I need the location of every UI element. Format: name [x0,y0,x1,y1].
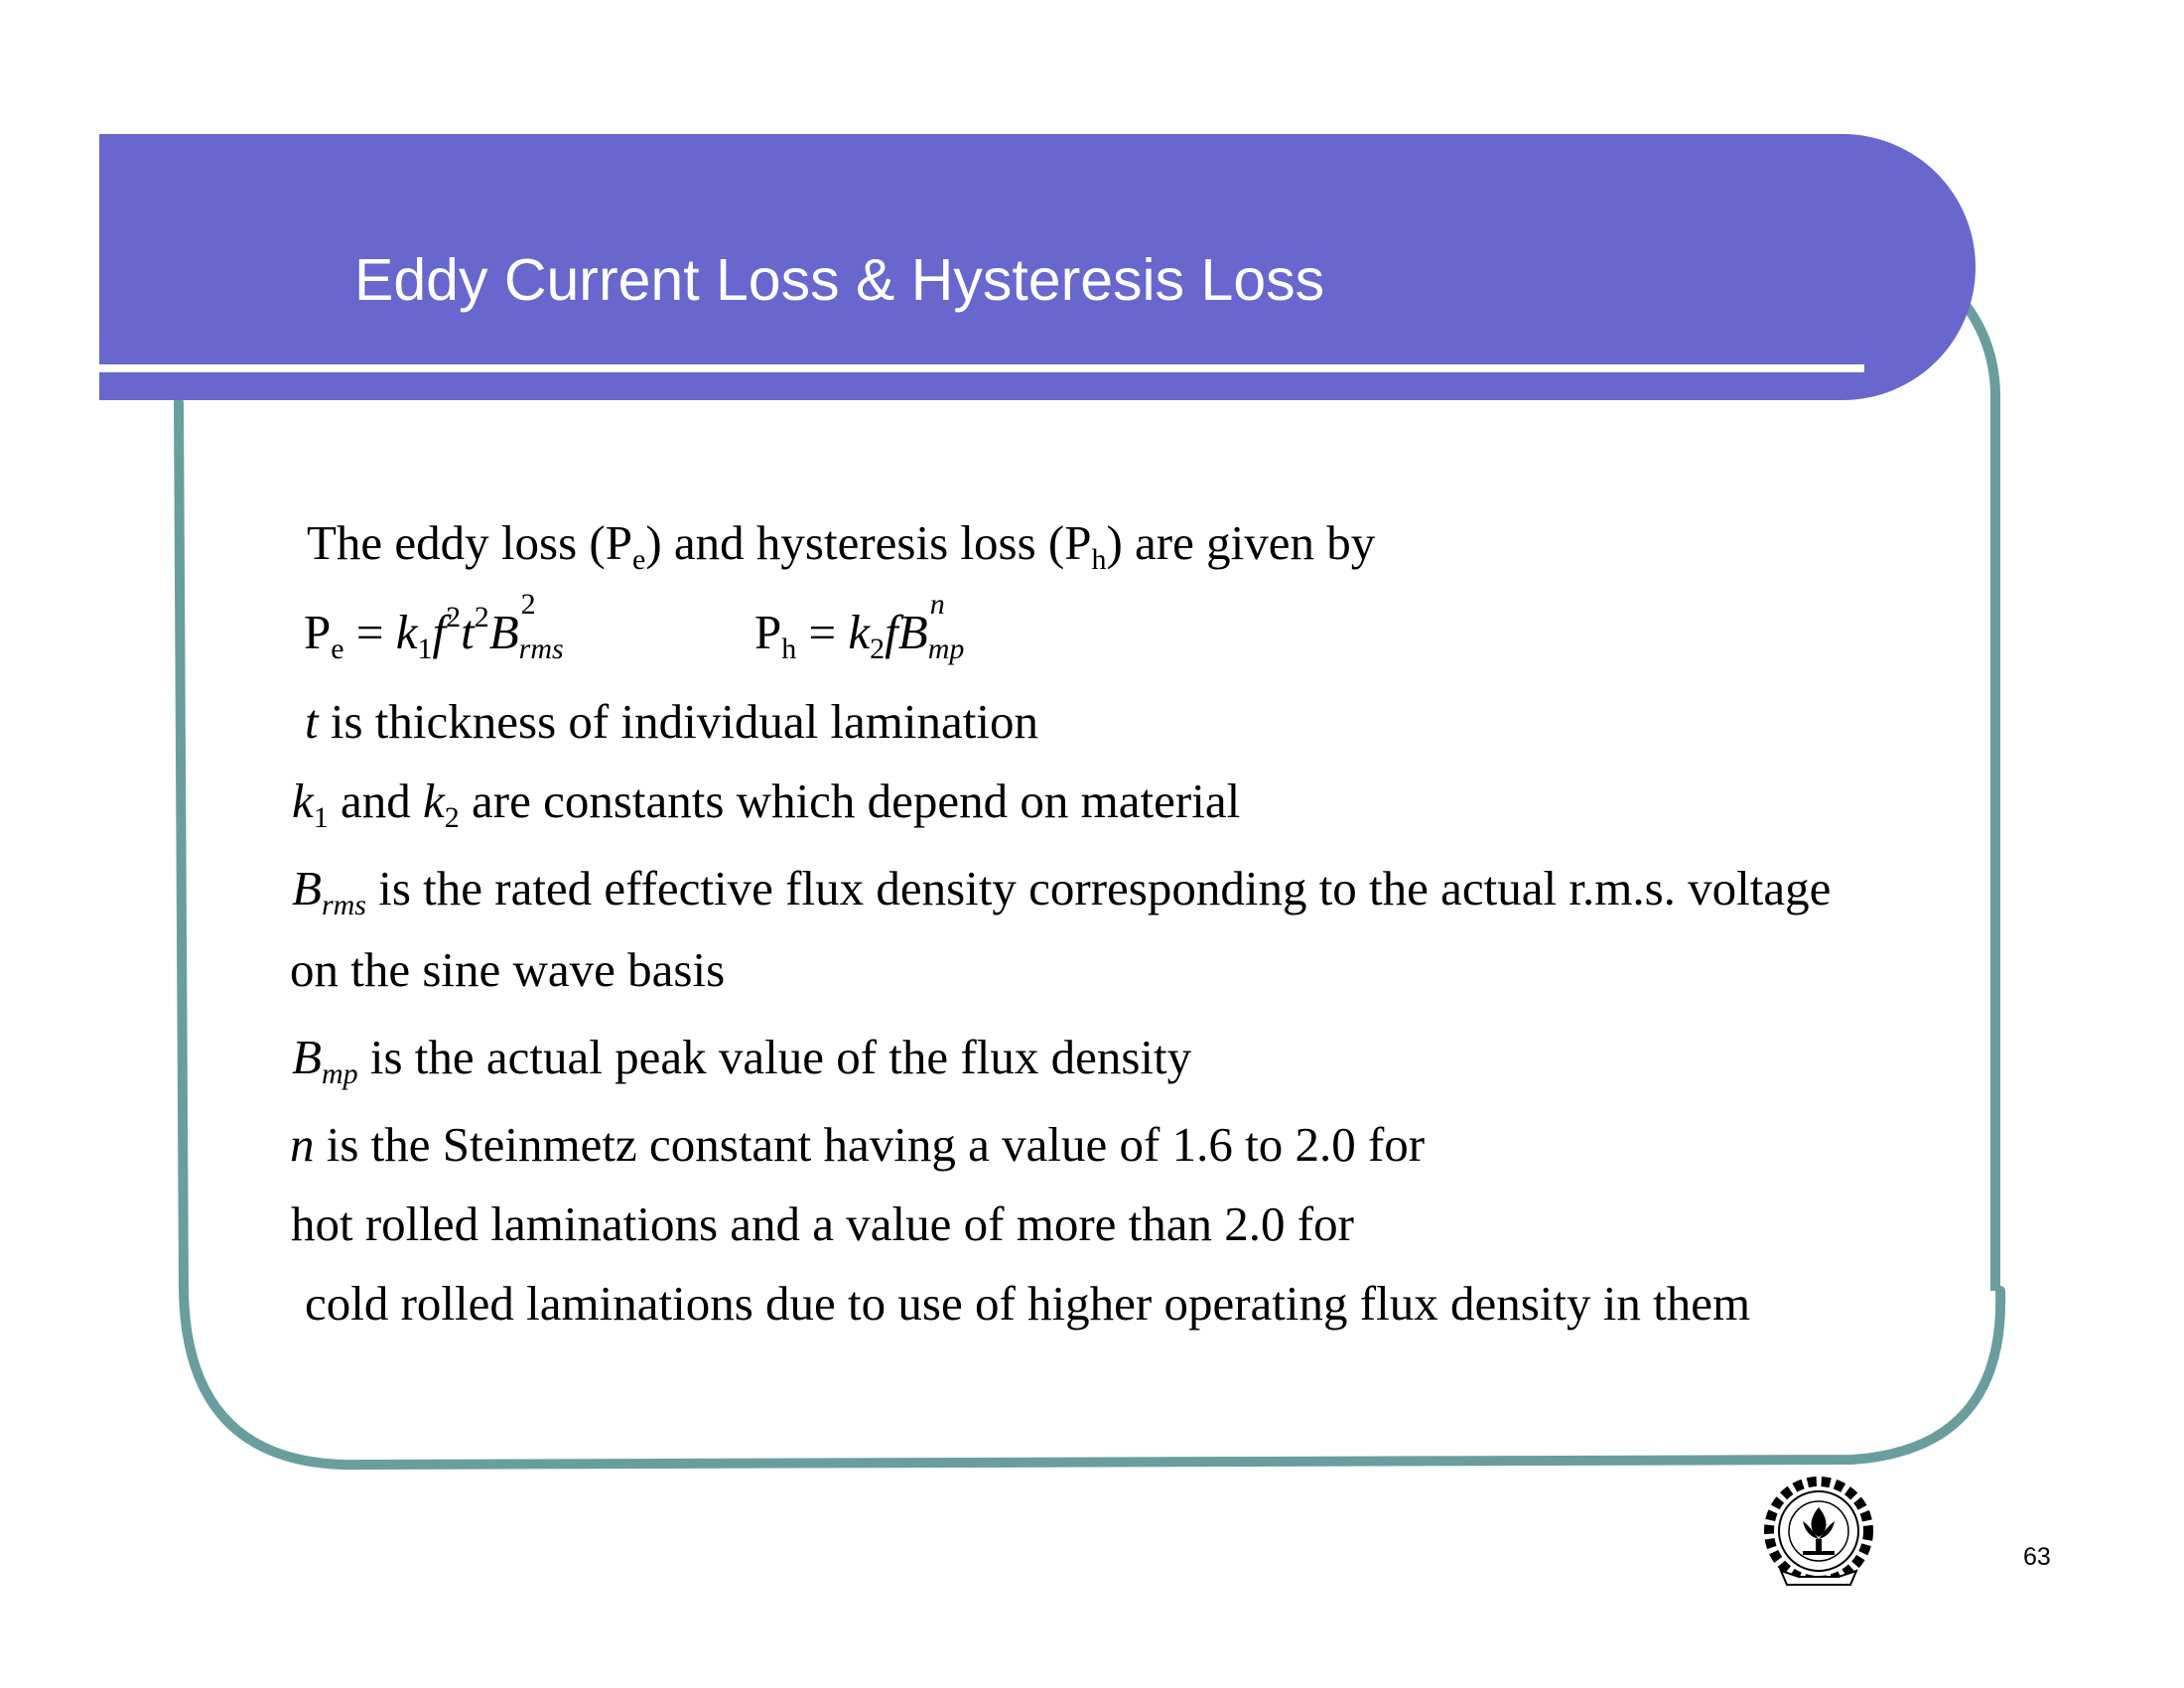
hysteresis-loss-equation: $P_h = k_2fB$ n mp [754,588,965,665]
steinmetz-definition: n is the Steinmetz constant having a value of 1.6 to 2.0 for [290,1117,1426,1172]
brms-definition-continued: on the sine wave basis [290,942,726,997]
intro-line: The eddy loss $(P_e)$ and hysteresis loss $(P_h)$ are given by [307,515,1376,576]
slide-title: Eddy Current Loss & Hysteresis Loss [354,247,1325,313]
cold-rolled-line: cold rolled laminations due to use of higher operating flux density in them [305,1276,1751,1331]
page-number: 63 [2023,1543,2051,1571]
brms-definition: $B_{rms}$ is the rated effective flux density corresponding to the actual r.m.s. voltage [292,861,1832,921]
hot-rolled-line: hot rolled laminations and a value of more than 2.0 for [291,1196,1354,1251]
bmp-definition: $B_{mp}$ is the actual peak value of the flux density [292,1030,1192,1090]
eddy-loss-equation: $P_e = k_1f^2t^2B$ 2 rms [304,588,564,665]
constants-definition: $k_1$ and $k_2$ are constants which depend on material [292,774,1241,834]
institute-logo-emblem [1759,1476,1878,1595]
title-underline [99,364,1864,372]
thickness-definition: t is thickness of individual lamination [305,694,1039,749]
